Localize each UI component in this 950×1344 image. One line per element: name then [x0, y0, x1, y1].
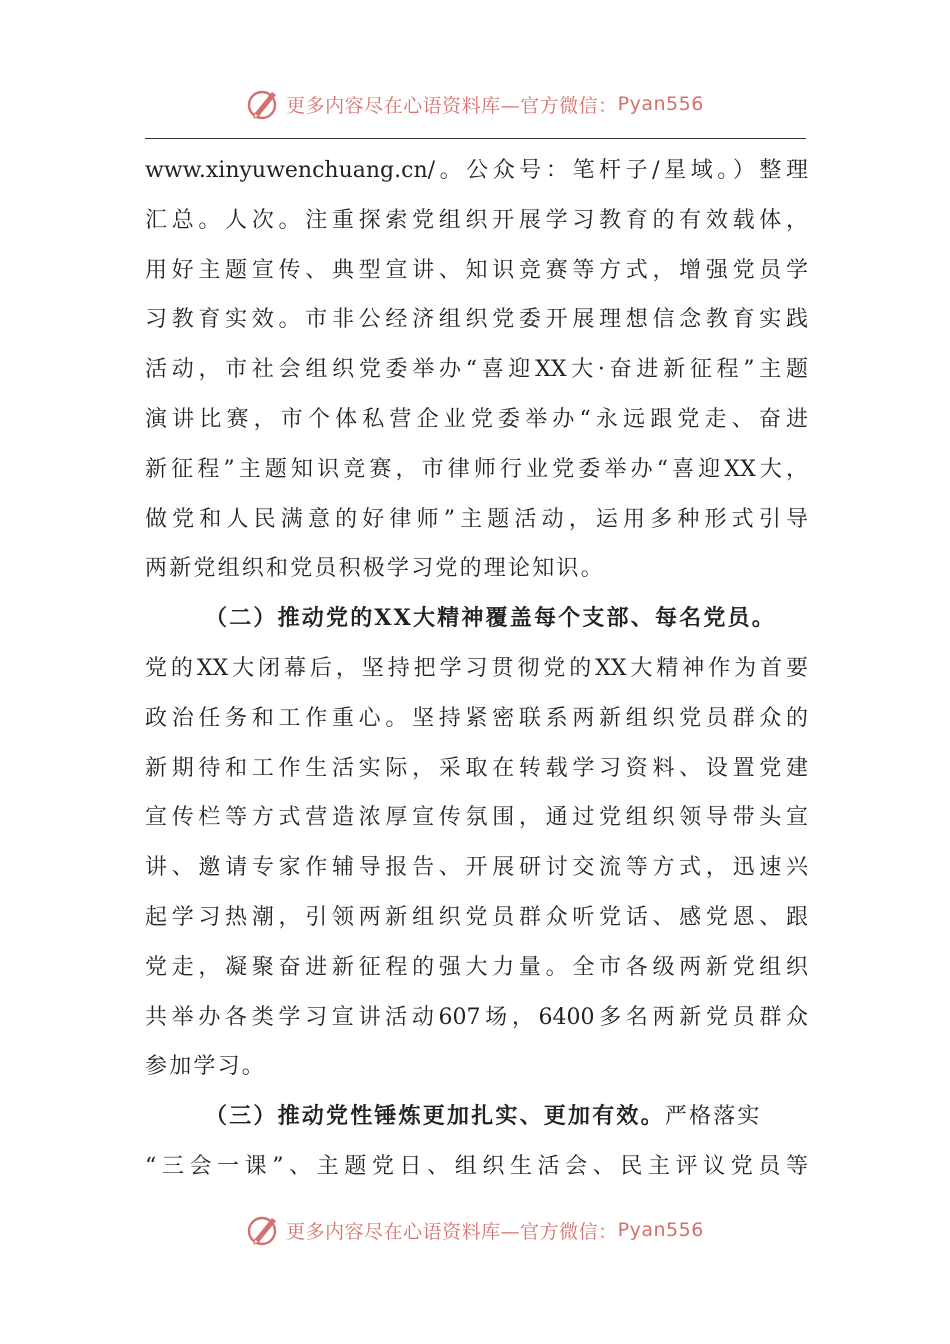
document-body: [145, 146, 808, 1192]
section-heading-line: [145, 1092, 808, 1142]
section-heading: （二）推动党的XX大精神覆盖每个支部、每名党员。: [205, 605, 776, 632]
section-heading: （三）推动党性锤炼更加扎实、更加有效。: [205, 1103, 665, 1130]
text-line: 讲、邀请专家作辅导报告、开展研讨交流等方式，迅速兴: [145, 855, 808, 881]
banner-wechat-id: Pyan556: [617, 93, 704, 115]
text-line: 政治任务和工作重心。坚持紧密联系两新组织党员群众的: [145, 705, 808, 731]
banner-text: 更多内容尽在心语资料库—官方微信：: [286, 1220, 618, 1243]
text-line: 起学习热潮，引领两新组织党员群众听党话、感党恩、跟: [145, 904, 808, 930]
text-line: 党走，凝聚奋进新征程的强大力量。全市各级两新党组织: [145, 954, 808, 980]
header-banner: [0, 84, 950, 124]
text-line: 新期待和工作生活实际，采取在转载学习资料、设置党建: [145, 755, 808, 781]
paragraph-3: [145, 1092, 808, 1192]
header-rule: [145, 138, 806, 139]
pen-logo-icon: [246, 86, 282, 122]
paragraph-1: [145, 146, 808, 594]
footer-banner: [0, 1210, 950, 1250]
text-line: “三会一课”、主题党日、组织生活会、民主评议党员等: [145, 1153, 808, 1179]
text-line: 活动，市社会组织党委举办“喜迎XX大·奋进新征程”主题: [145, 357, 808, 383]
pen-logo-icon: [246, 1212, 282, 1248]
text-line: 新征程”主题知识竞赛，市律师行业党委举办“喜迎XX大，: [145, 456, 808, 482]
text-line: 两新党组织和党员积极学习党的理论知识。: [145, 556, 605, 582]
text-line: 共举办各类学习宣讲活动607场，6400多名两新党员群众: [145, 1004, 808, 1030]
text-line: www.xinyuwenchuang.cn/。公众号：笔杆子/星域。）整理: [145, 158, 808, 183]
text-line: 宣传栏等方式营造浓厚宣传氛围，通过党组织领导带头宣: [145, 805, 808, 831]
banner-wechat-id: Pyan556: [617, 1219, 704, 1241]
text-line: 用好主题宣传、典型宣讲、知识竞赛等方式，增强党员学: [145, 257, 808, 283]
text-line: 做党和人民满意的好律师”主题活动，运用多种形式引导: [145, 506, 808, 532]
text-line: 演讲比赛，市个体私营企业党委举办“永远跟党走、奋进: [145, 406, 808, 432]
text-line: 参加学习。: [145, 1054, 267, 1080]
text-line: 党的XX大闭幕后，坚持把学习贯彻党的XX大精神作为首要: [145, 655, 808, 681]
heading-continuation: 严格落实: [664, 1104, 762, 1130]
text-line: 汇总。人次。注重探索党组织开展学习教育的有效载体，: [145, 207, 808, 233]
paragraph-2: [145, 594, 808, 1092]
banner-text: 更多内容尽在心语资料库—官方微信：: [286, 94, 618, 117]
text-line: 习教育实效。市非公经济组织党委开展理想信念教育实践: [145, 307, 808, 333]
